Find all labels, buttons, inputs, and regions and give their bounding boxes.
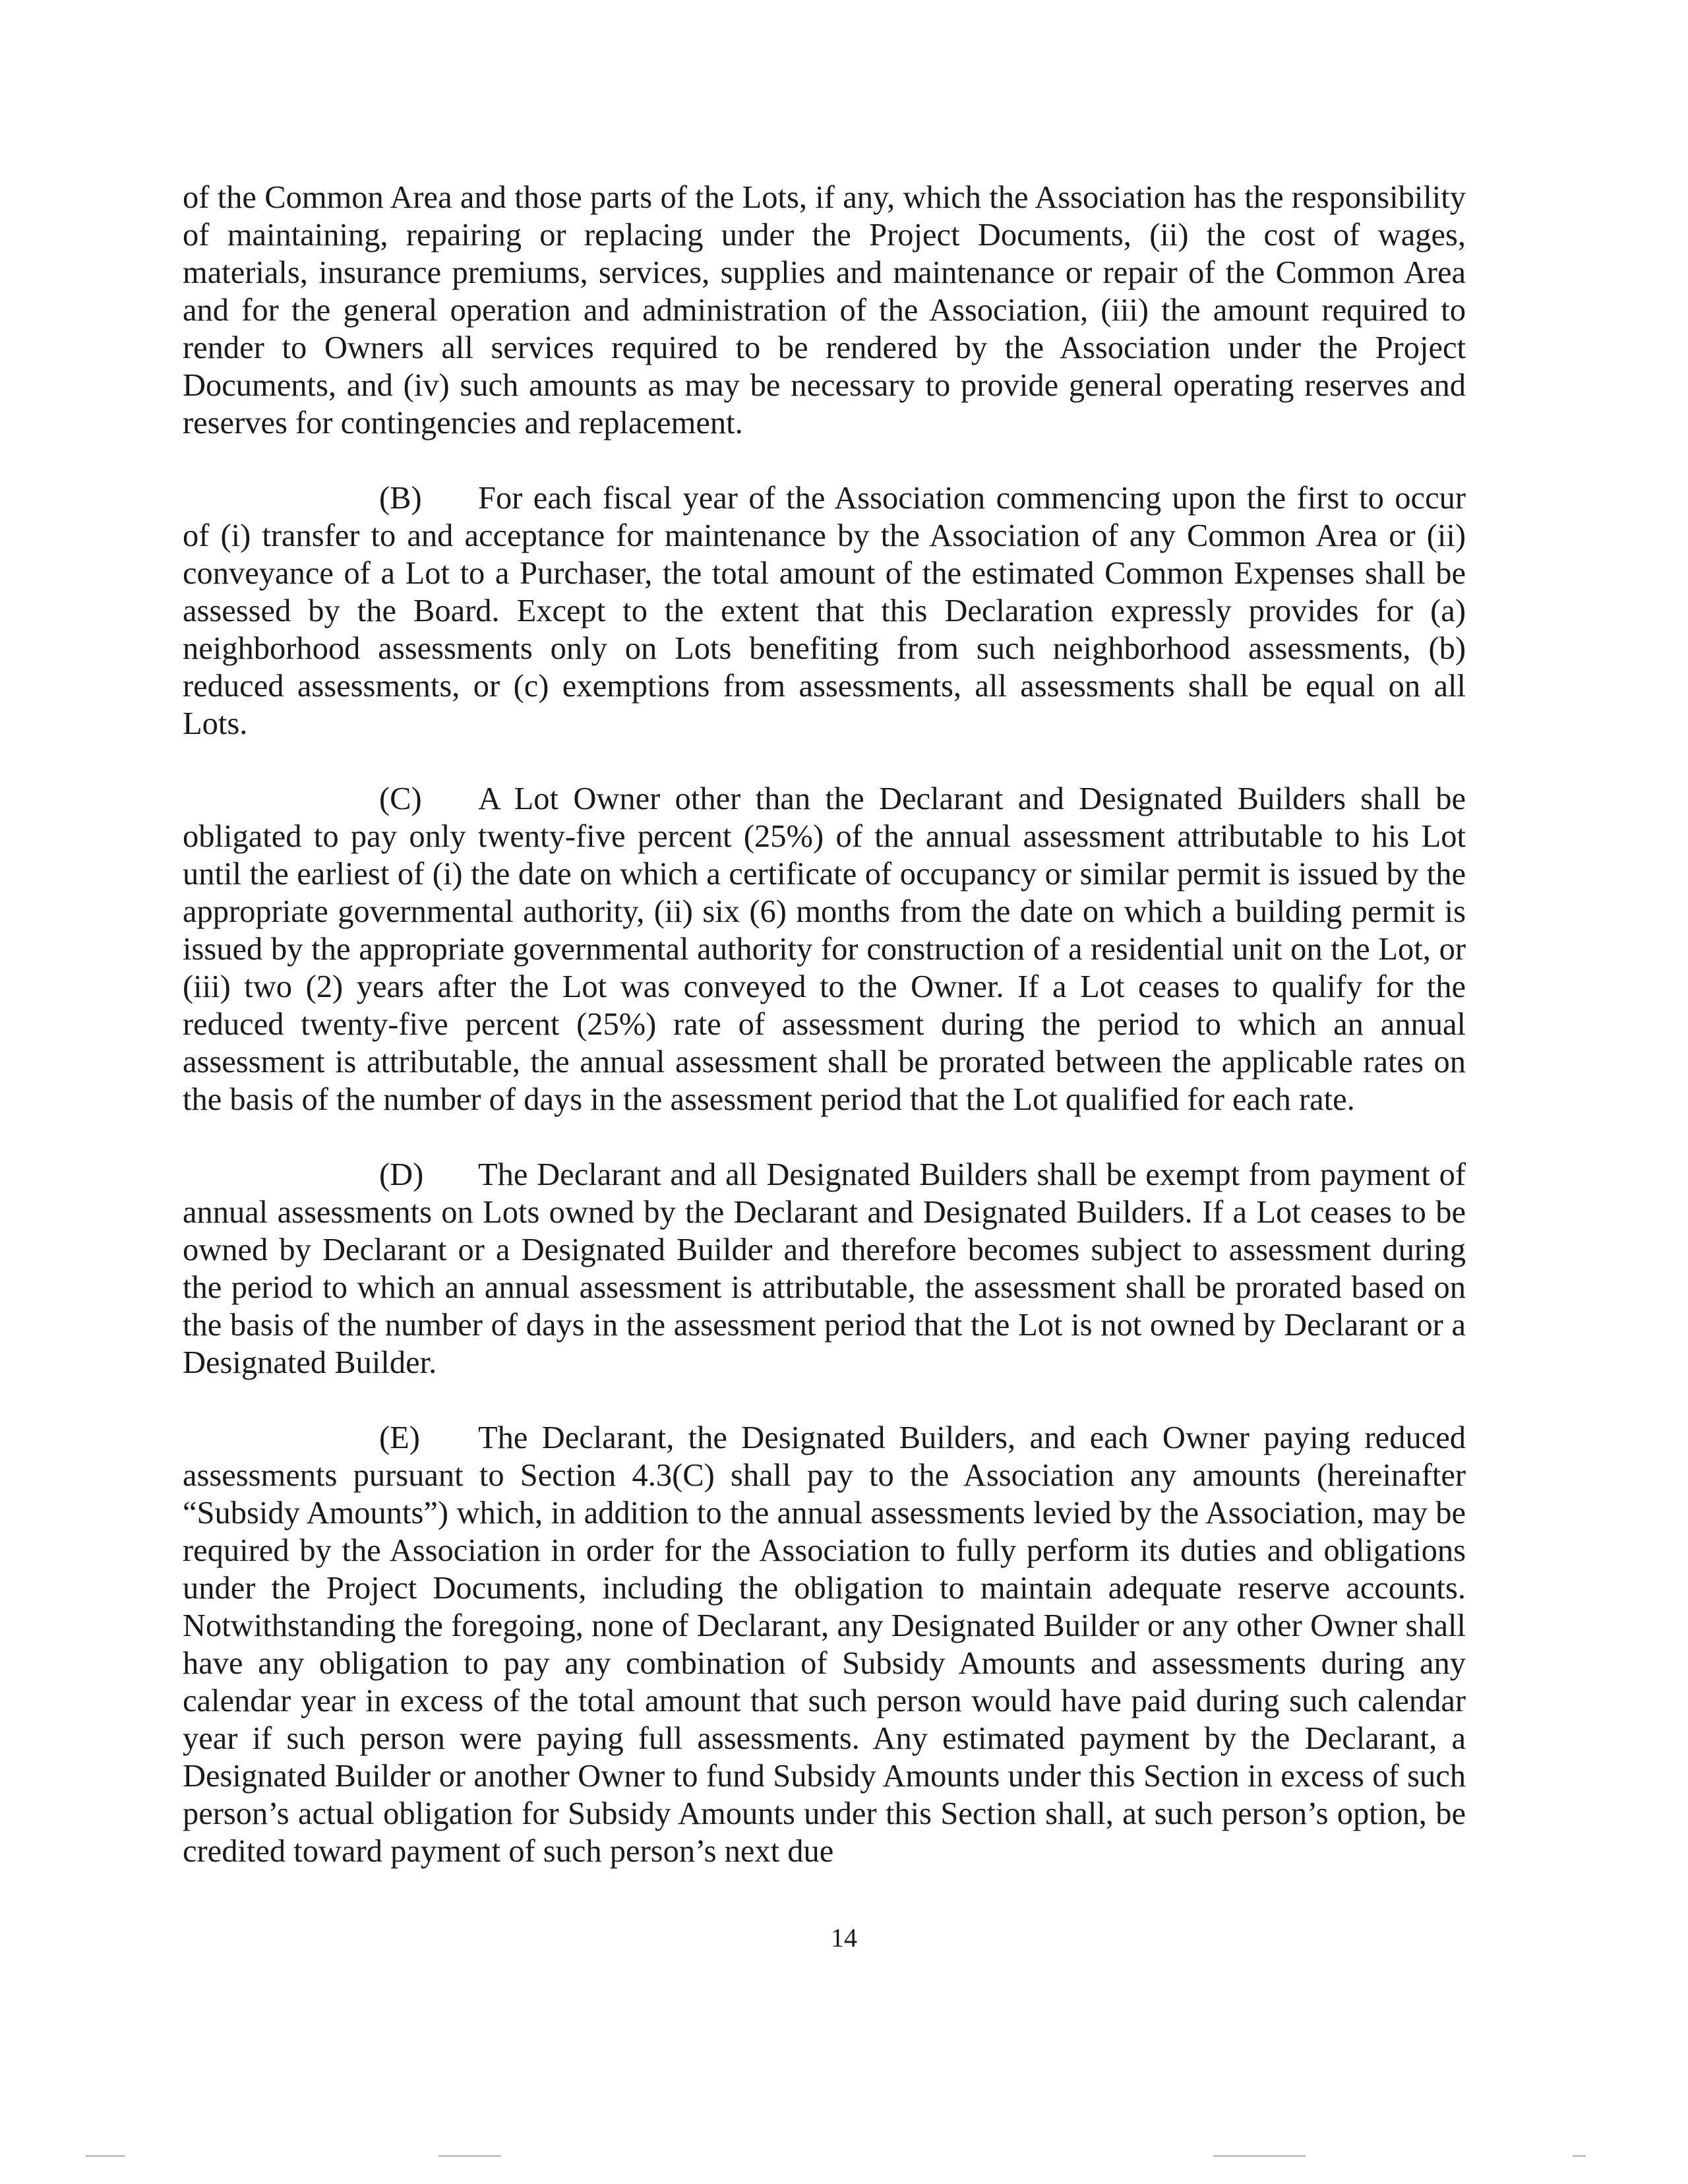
paragraph-label: (C) [379,781,422,816]
scan-speck [86,2155,125,2157]
paragraph-d [183,1156,1466,1381]
scan-speck [438,2155,501,2157]
paragraph-b [183,479,1466,743]
paragraph-text: of the Common Area and those parts of the Lots, if any, which the Association has the responsibility of maintaining, repairing or replacing under the Project Documents, (ii) the cost of wages, materials, insurance premiums, services, supplies and maintenance or repair of the Common Area and for the general operation and administration of the Association, (iii) the amount required to render to Owners all services required to be rendered by the Association under the Project Documents, and (iv) such amounts as may be necessary to provide general operating reserves and reserves for contingencies and replacement. [183,180,1466,440]
paragraph-c [183,780,1466,1118]
scan-speck [1573,2155,1586,2157]
page-number: 14 [831,1923,857,1953]
scan-artifacts [0,2155,1688,2166]
document-body [183,179,1466,1908]
paragraph-text: For each fiscal year of the Association commencing upon the first to occur of (i) transfer to and acceptance for maintenance by the Association of any Common Area or (ii) conveyance of a Lot to a Purchaser, the total amount of the estimated Common Expenses shall be assessed by the Board. Except to the extent that this Declaration expressly provides for (a) neighborhood assessments only on Lots benefiting from such neighborhood assessments, (b) reduced assessments, or (c) exemptions from assessments, all assessments shall be equal on all Lots. [183,481,1466,741]
scan-speck [1213,2155,1306,2157]
paragraph-label: (D) [379,1157,424,1192]
paragraph-text: The Declarant and all Designated Builders shall be exempt from payment of annual assessments on Lots owned by the Declarant and Designated Builders. If a Lot ceases to be owned by Declarant or a Designated Builder and therefore becomes subject to assessment during the period to which an annual assessment is attributable, the assessment shall be prorated based on the basis of the number of days in the assessment period that the Lot is not owned by Declarant or a Designated Builder. [183,1157,1466,1380]
paragraph-label: (E) [379,1420,420,1455]
paragraph-label: (B) [379,481,422,516]
paragraph-text: A Lot Owner other than the Declarant and Designated Builders shall be obligated to pay only twenty-five percent (25%) of the annual assessment attributable to his Lot until the earliest of (i) the date on which a certificate of occupancy or similar permit is issued by the appropriate governmental authority, (ii) six (6) months from the date on which a building permit is issued by the appropriate governmental authority for construction of a residential unit on the Lot, or (iii) two (2) years after the Lot was conveyed to the Owner. If a Lot ceases to qualify for the reduced twenty-five percent (25%) rate of assessment during the period to which an annual assessment is attributable, the annual assessment shall be prorated between the applicable rates on the basis of the number of days in the assessment period that the Lot qualified for each rate. [183,781,1466,1117]
paragraph-text: The Declarant, the Designated Builders, and each Owner paying reduced assessments pursuant to Section 4.3(C) shall pay to the Association any amounts (hereinafter “Subsidy Amounts”) which, in addition to the annual assessments levied by the Association, may be required by the Association in order for the Association to fully perform its duties and obligations under the Project Documents, including the obligation to maintain adequate reserve accounts. Notwithstanding the foregoing, none of Declarant, any Designated Builder or any other Owner shall have any obligation to pay any combination of Subsidy Amounts and assessments during any calendar year in excess of the total amount that such person would have paid during such calendar year if such person were paying full assessments. Any estimated payment by the Declarant, a Designated Builder or another Owner to fund Subsidy Amounts under this Section in excess of such person’s actual obligation for Subsidy Amounts under this Section shall, at such person’s option, be credited toward payment of such person’s next due [183,1420,1466,1869]
paragraph-e [183,1419,1466,1870]
paragraph-continuation [183,179,1466,442]
